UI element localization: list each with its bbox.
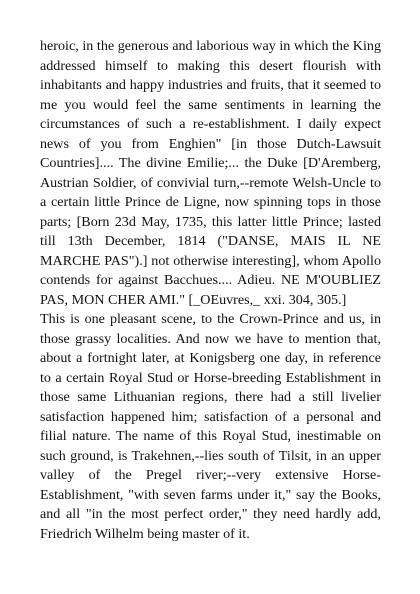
page-text bbox=[40, 37, 381, 544]
paragraph-letter-excerpt: heroic, in the generous and laborious way in which the King addressed himself to making this desert flourish with inhabitants and happy industries and fruits, that it seemed to me you would feel the same sentiments in learning the circumstances of such a re-establishment. I daily expect news of you from Enghien" [in those Dutch-Lawsuit Countries].... The divine Emilie;... the Duke [D'Aremberg, Austrian Soldier, of convivial turn,--remote Welsh-Uncle to a certain little Prince de Ligne, now spinning tops in those parts; [Born 23d May, 1735, this latter little Prince; lasted till 13th December, 1814 ("DANSE, MAIS IL NE MARCHE PAS").] not otherwise interesting], whom Apollo contends for against Bacchues.... Adieu. NE M'OUBLIEZ PAS, MON CHER AMI." [_OEuvres,_ xxi. 304, 305.] bbox=[40, 38, 381, 308]
paragraph-trakehnen: This is one pleasant scene, to the Crown-Prince and us, in those grassy localities. And now we have to mention that, about a fortnight later, at Konigsberg one day, in reference to a certain Royal Stud or Horse-breeding Establishment in those same Lithuanian regions, there had a still livelier satisfaction happened him; satisfaction of a personal and filial nature. The name of this Royal Stud, inestimable on such ground, is Trakehnen,--lies south of Tilsit, in an upper valley of the Pregel river;--very extensive Horse-Establishment, "with seven farms under it," say the Books, and all "in the most perfect order," they need hardly add, Friedrich Wilhelm being master of it. bbox=[40, 311, 381, 542]
